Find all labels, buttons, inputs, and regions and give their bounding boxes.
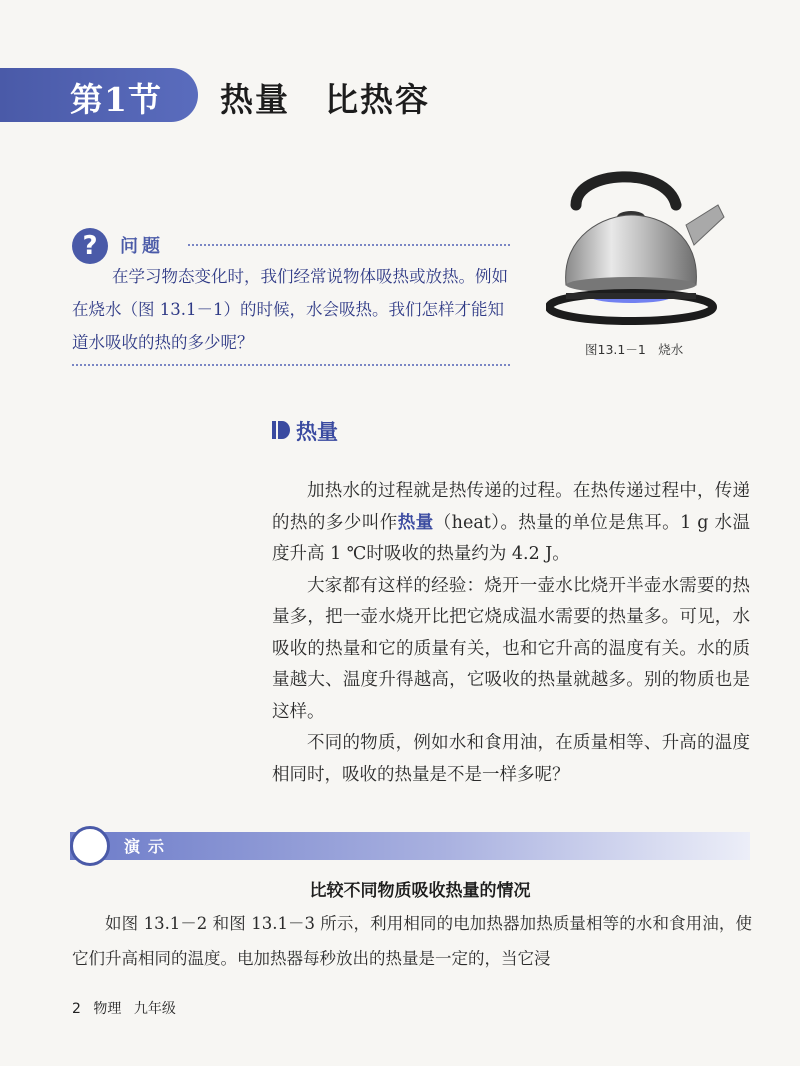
page-footer bbox=[72, 998, 176, 1018]
grade-label: 九年级 bbox=[133, 1001, 176, 1017]
question-mark-icon: ? bbox=[72, 228, 108, 264]
section-title: 热量 bbox=[296, 420, 338, 444]
paragraph: 加热水的过程就是热传递的过程。在热传递过程中，传递的热的多少叫作热量（heat）。热量的单位是焦耳。1 g 水温度升高 1 ℃时吸收的热量约为 4.2 J。 bbox=[272, 481, 751, 564]
page-number: 2 bbox=[72, 1001, 81, 1017]
kettle-on-stove-illustration bbox=[546, 165, 746, 330]
figure-caption: 图13.1－1 烧水 bbox=[585, 342, 684, 357]
question-divider-bottom bbox=[72, 364, 510, 366]
section-marker-icon bbox=[272, 421, 290, 439]
experiment-text: 如图 13.1－2 和图 13.1－3 所示，利用相同的电加热器加热质量相等的水和食用油，使它们升高相同的温度。电加热器每秒放出的热量是一定的，当它浸 bbox=[72, 914, 752, 968]
paragraph: 不同的物质，例如水和食用油，在质量相等、升高的温度相同时，吸收的热量是不是一样多呢？ bbox=[272, 733, 750, 785]
section-label: 第1节 bbox=[70, 80, 162, 119]
demo-bubble-icon bbox=[70, 826, 110, 866]
demo-label: 演示 bbox=[124, 837, 173, 856]
question-label: 问题 bbox=[120, 236, 164, 257]
keyword-heat: 热量 bbox=[397, 512, 434, 533]
paragraph: 大家都有这样的经验：烧开一壶水比烧开半壶水需要的热量多，把一壶水烧开比把它烧成温水需要的热量多。可见，水吸收的热量和它的质量有关，也和它升高的温度有关。水的质量越大、温度升得越高，它吸收的热量就越多。别的物质也是这样。 bbox=[272, 575, 750, 722]
question-divider-top bbox=[188, 244, 510, 246]
question-text: 在学习物态变化时，我们经常说物体吸热或放热。例如在烧水（图 13.1－1）的时候，水会吸热。我们怎样才能知道水吸收的热的多少呢？ bbox=[72, 267, 508, 352]
experiment-title: 比较不同物质吸收热量的情况 bbox=[309, 881, 531, 901]
book-name: 物理 bbox=[93, 1001, 122, 1017]
page-title: 热量 比热容 bbox=[220, 80, 430, 119]
body-text bbox=[272, 476, 750, 791]
